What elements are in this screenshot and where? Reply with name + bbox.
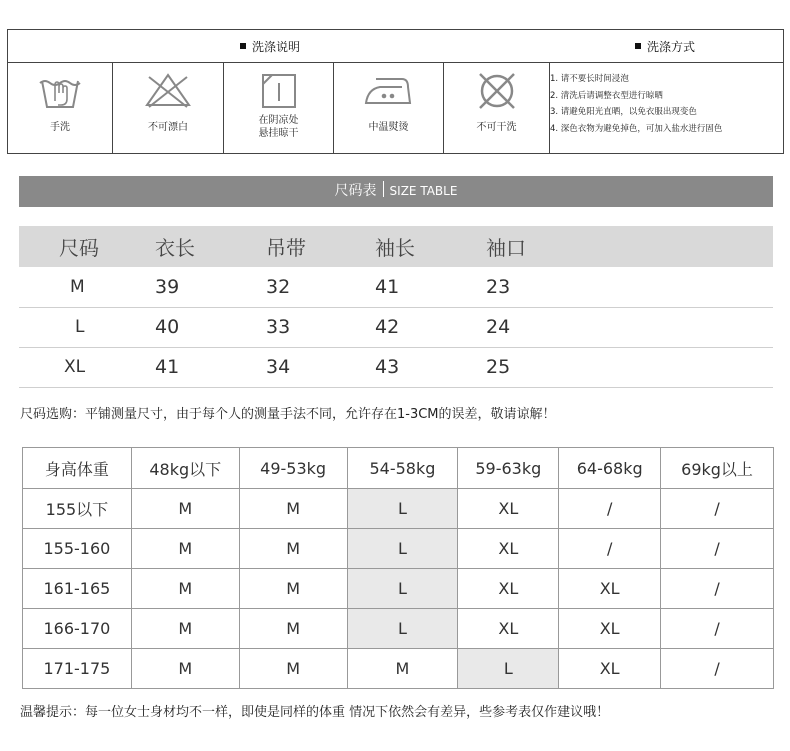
line-dry-shade-icon xyxy=(259,71,299,111)
height-cell: 155以下 xyxy=(23,489,132,529)
height-cell: 166-170 xyxy=(23,609,132,649)
size-cell: 24 xyxy=(486,307,773,347)
body-cell: XL xyxy=(458,609,559,649)
size-header-cell: 衣长 xyxy=(155,226,266,267)
body-header-cell: 64-68kg xyxy=(559,448,661,489)
care-item-no-dry-clean xyxy=(444,63,550,153)
body-cell: M xyxy=(131,609,239,649)
no-bleach-icon xyxy=(143,71,193,109)
table-row xyxy=(23,489,774,529)
body-cell: / xyxy=(559,489,661,529)
table-row xyxy=(19,307,773,347)
table-row xyxy=(23,649,774,689)
size-cell: 41 xyxy=(375,267,486,307)
size-cell: 34 xyxy=(266,347,375,387)
hand-wash-icon xyxy=(38,71,82,111)
body-cell-highlight: L xyxy=(347,609,458,649)
body-cell: XL xyxy=(458,529,559,569)
body-header-cell: 59-63kg xyxy=(458,448,559,489)
body-cell-highlight: L xyxy=(347,529,458,569)
size-table-title-en: SIZE TABLE xyxy=(389,184,458,198)
care-notes-title: 洗涤方式 xyxy=(635,38,695,55)
care-note: 4. 深色衣物为避免掉色，可加入盐水进行固色 xyxy=(550,123,723,134)
care-icons-row xyxy=(8,63,783,153)
care-item-no-bleach xyxy=(113,63,224,153)
size-table-title-bar xyxy=(19,176,773,207)
body-cell: / xyxy=(661,489,774,529)
body-cell: M xyxy=(239,529,347,569)
body-cell: / xyxy=(559,529,661,569)
height-cell: 171-175 xyxy=(23,649,132,689)
size-cell: 23 xyxy=(486,267,773,307)
body-cell: M xyxy=(239,609,347,649)
body-cell: M xyxy=(239,649,347,689)
height-cell: 161-165 xyxy=(23,569,132,609)
body-cell: M xyxy=(131,649,239,689)
body-cell: M xyxy=(131,529,239,569)
no-dry-clean-icon xyxy=(475,71,519,111)
size-cell: 33 xyxy=(266,307,375,347)
body-cell: / xyxy=(661,609,774,649)
size-header-cell: 尺码 xyxy=(19,226,155,267)
care-label: 在阴凉处 悬挂晾干 xyxy=(258,115,299,139)
care-note: 3. 请避免阳光直晒，以免衣服出现变色 xyxy=(550,107,697,117)
body-cell: M xyxy=(347,649,458,689)
warm-tip-note: 温馨提示：每一位女士身材均不一样，即使是同样的体重 情况下依然会有差异，些参考表仅作建议哦！ xyxy=(20,705,610,720)
care-label: 手洗 xyxy=(50,122,70,133)
body-cell: XL xyxy=(559,649,661,689)
table-row xyxy=(23,609,774,649)
body-cell: XL xyxy=(559,609,661,649)
table-row xyxy=(19,267,773,307)
care-note: 2. 清洗后请调整衣型进行晾晒 xyxy=(550,90,663,101)
care-label: 中温熨烫 xyxy=(368,122,409,133)
care-section-title: 洗涤说明 xyxy=(240,38,300,55)
body-header-cell: 49-53kg xyxy=(239,448,347,489)
size-table-header-row xyxy=(19,226,773,267)
body-cell-highlight: L xyxy=(347,489,458,529)
size-cell: M xyxy=(19,267,155,307)
size-cell: 43 xyxy=(375,347,486,387)
body-cell: XL xyxy=(458,489,559,529)
body-table-header-row xyxy=(23,448,774,489)
size-header-cell: 袖口 xyxy=(486,226,773,267)
table-row xyxy=(19,347,773,387)
care-header xyxy=(8,30,783,63)
size-cell: L xyxy=(19,307,155,347)
size-cell: 25 xyxy=(486,347,773,387)
body-cell: M xyxy=(131,489,239,529)
care-item-line-dry xyxy=(224,63,334,153)
body-cell: / xyxy=(661,529,774,569)
size-table xyxy=(19,226,773,388)
care-label: 不可漂白 xyxy=(148,122,188,133)
size-cell: 41 xyxy=(155,347,266,387)
iron-medium-icon xyxy=(362,71,416,109)
size-header-cell: 袖长 xyxy=(375,226,486,267)
body-cell: M xyxy=(239,569,347,609)
body-header-cell: 48kg以下 xyxy=(131,448,239,489)
care-notes xyxy=(550,71,782,137)
sizing-note: 尺码选购：平铺测量尺寸，由于每个人的测量手法不同，允许存在1-3CM的误差，敬请谅解！ xyxy=(20,407,556,422)
title-divider xyxy=(383,181,384,197)
table-row xyxy=(23,529,774,569)
size-cell: 39 xyxy=(155,267,266,307)
size-cell: XL xyxy=(19,347,155,387)
body-cell-highlight: L xyxy=(347,569,458,609)
body-cell: M xyxy=(131,569,239,609)
body-header-cell: 69kg以上 xyxy=(661,448,774,489)
size-table-title-cn: 尺码表 xyxy=(334,183,377,199)
body-cell: XL xyxy=(559,569,661,609)
size-cell: 32 xyxy=(266,267,375,307)
size-cell: 40 xyxy=(155,307,266,347)
table-row xyxy=(23,569,774,609)
height-weight-table xyxy=(22,447,774,689)
height-cell: 155-160 xyxy=(23,529,132,569)
care-item-iron xyxy=(334,63,444,153)
body-cell-highlight: L xyxy=(458,649,559,689)
body-cell: / xyxy=(661,569,774,609)
care-section xyxy=(7,29,784,154)
body-header-cell: 身高体重 xyxy=(23,448,132,489)
care-note: 1. 请不要长时间浸泡 xyxy=(550,74,629,84)
body-cell: XL xyxy=(458,569,559,609)
body-header-cell: 54-58kg xyxy=(347,448,458,489)
care-item-hand-wash xyxy=(8,63,113,153)
size-header-cell: 吊带 xyxy=(266,226,375,267)
care-label: 不可干洗 xyxy=(476,122,517,133)
body-cell: M xyxy=(239,489,347,529)
size-cell: 42 xyxy=(375,307,486,347)
body-cell: / xyxy=(661,649,774,689)
